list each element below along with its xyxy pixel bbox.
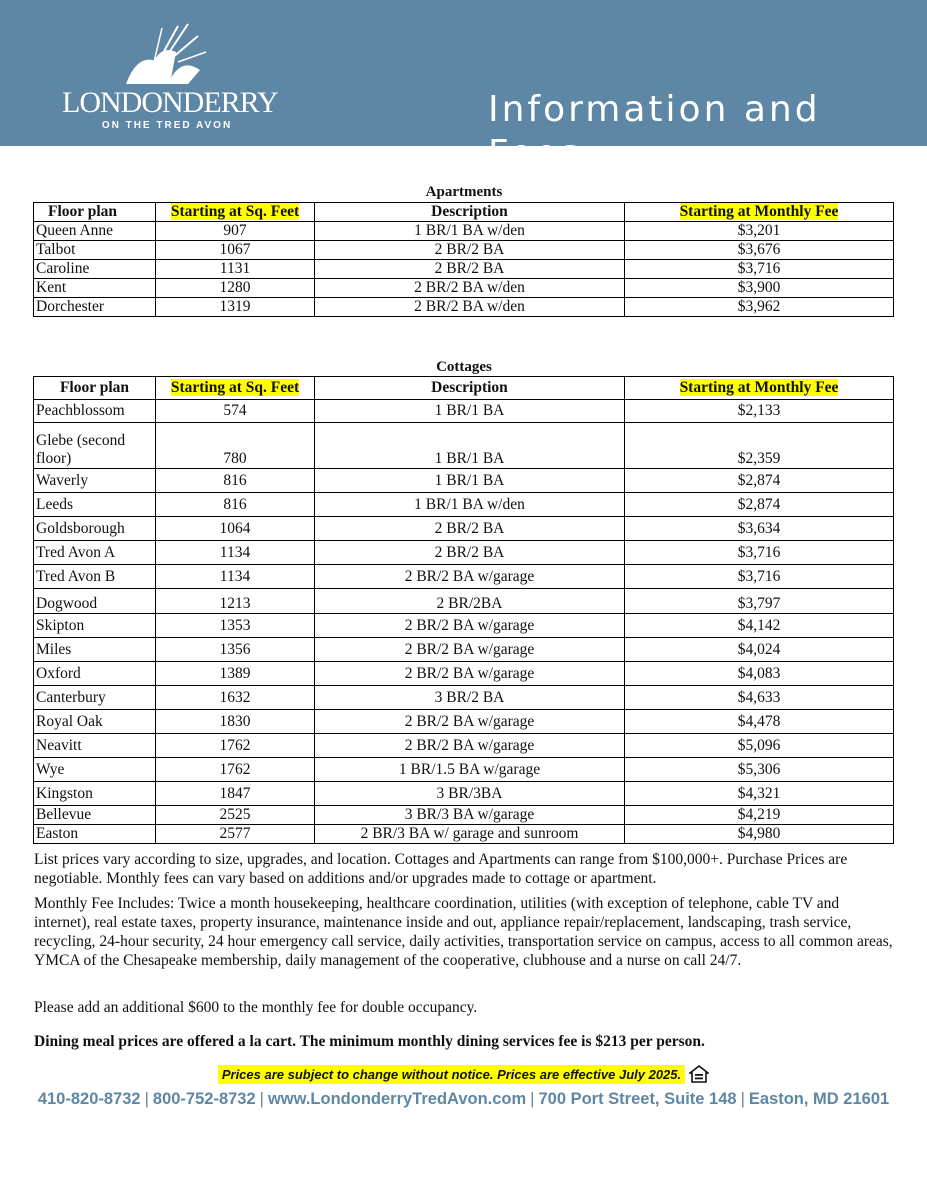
col-header-floor-plan: Floor plan xyxy=(34,377,156,400)
contact-footer xyxy=(0,1090,927,1109)
floor-plan-cell: Miles xyxy=(34,638,156,662)
street-address: 700 Port Street, Suite 148 xyxy=(538,1090,737,1108)
floor-plan-cell: Bellevue xyxy=(34,806,156,825)
col-header-monthly-fee: Starting at Monthly Fee xyxy=(625,203,894,222)
description-cell: 2 BR/2 BA xyxy=(315,241,625,260)
sq-feet-cell: 907 xyxy=(156,222,315,241)
monthly-fee-cell: $3,716 xyxy=(625,541,894,565)
monthly-fee-cell: $3,676 xyxy=(625,241,894,260)
monthly-fee-cell: $5,306 xyxy=(625,758,894,782)
table-row xyxy=(34,517,894,541)
monthly-fee-cell: $4,633 xyxy=(625,686,894,710)
logo-subtitle: ON THE TRED AVON xyxy=(101,120,233,131)
separator: | xyxy=(740,1090,745,1108)
monthly-fee-cell: $3,634 xyxy=(625,517,894,541)
sq-feet-cell: 816 xyxy=(156,469,315,493)
monthly-fee-cell: $2,874 xyxy=(625,493,894,517)
city-address: Easton, MD 21601 xyxy=(748,1090,890,1108)
sq-feet-cell: 2577 xyxy=(156,825,315,844)
table-header-row xyxy=(34,377,894,400)
floor-plan-cell: Talbot xyxy=(34,241,156,260)
sq-feet-cell: 1356 xyxy=(156,638,315,662)
monthly-fee-cell: $3,900 xyxy=(625,279,894,298)
table-row xyxy=(34,662,894,686)
sq-feet-cell: 1830 xyxy=(156,710,315,734)
monthly-fee-cell: $2,359 xyxy=(625,423,894,469)
floor-plan-cell: Leeds xyxy=(34,493,156,517)
dining-note: Dining meal prices are offered a la cart. The minimum monthly dining services fee is $213 per person. xyxy=(34,1033,705,1050)
monthly-fee-cell: $4,478 xyxy=(625,710,894,734)
sq-feet-cell: 816 xyxy=(156,493,315,517)
floor-plan-cell: Kent xyxy=(34,279,156,298)
floor-plan-cell: Tred Avon A xyxy=(34,541,156,565)
description-cell: 3 BR/3BA xyxy=(315,782,625,806)
description-cell: 2 BR/2BA xyxy=(315,589,625,614)
page-title: Information and Fees xyxy=(488,89,821,174)
floor-plan-cell: Goldsborough xyxy=(34,517,156,541)
apartments-title: Apartments xyxy=(425,184,503,200)
monthly-fee-cell: $3,716 xyxy=(625,565,894,589)
table-row xyxy=(34,589,894,614)
monthly-fee-cell: $4,024 xyxy=(625,638,894,662)
table-row xyxy=(34,423,894,469)
table-row xyxy=(34,806,894,825)
description-cell: 2 BR/2 BA xyxy=(315,517,625,541)
floor-plan-cell: Dorchester xyxy=(34,298,156,317)
description-cell: 2 BR/2 BA xyxy=(315,260,625,279)
sq-feet-cell: 1762 xyxy=(156,734,315,758)
description-cell: 2 BR/2 BA xyxy=(315,541,625,565)
floor-plan-cell: Oxford xyxy=(34,662,156,686)
description-cell: 2 BR/3 BA w/ garage and sunroom xyxy=(315,825,625,844)
apartments-table xyxy=(33,202,894,317)
table-row xyxy=(34,222,894,241)
table-header-row xyxy=(34,203,894,222)
floor-plan-cell: Easton xyxy=(34,825,156,844)
monthly-fee-cell: $5,096 xyxy=(625,734,894,758)
monthly-fee-cell: $2,133 xyxy=(625,400,894,423)
table-row xyxy=(34,825,894,844)
floor-plan-cell: Canterbury xyxy=(34,686,156,710)
table-row xyxy=(34,260,894,279)
equal-housing-icon xyxy=(689,1065,709,1083)
separator: | xyxy=(259,1090,264,1108)
monthly-fee-includes-note: Monthly Fee Includes: Twice a month housekeeping, healthcare coordination, utilities (with exception of telephone, cable TV and internet), real estate taxes, property insurance, maintenance inside and out, appliance repair/replacement, landscaping, trash service, recycling, 24-hour security, 24 hour emergency call service, daily activities, transportation service on campus, access to all common areas, YMCA of the Chesapeake membership, daily management of the cooperative, clubhouse and a nurse on call 24/7. xyxy=(34,895,893,969)
floor-plan-cell: Caroline xyxy=(34,260,156,279)
monthly-fee-cell: $3,716 xyxy=(625,260,894,279)
price-notice-text: Prices are subject to change without notice. Prices are effective July 2025. xyxy=(218,1065,685,1084)
description-cell: 2 BR/2 BA w/garage xyxy=(315,710,625,734)
table-row xyxy=(34,469,894,493)
sq-feet-cell: 1067 xyxy=(156,241,315,260)
monthly-fee-cell: $3,201 xyxy=(625,222,894,241)
monthly-fee-cell: $2,874 xyxy=(625,469,894,493)
table-row xyxy=(34,638,894,662)
description-cell: 2 BR/2 BA w/garage xyxy=(315,638,625,662)
sq-feet-cell: 1353 xyxy=(156,614,315,638)
sq-feet-cell: 1389 xyxy=(156,662,315,686)
floor-plan-cell: Neavitt xyxy=(34,734,156,758)
description-cell: 2 BR/2 BA w/den xyxy=(315,279,625,298)
sq-feet-cell: 1319 xyxy=(156,298,315,317)
col-header-description: Description xyxy=(315,377,625,400)
sq-feet-cell: 1847 xyxy=(156,782,315,806)
monthly-fee-cell: $3,797 xyxy=(625,589,894,614)
description-cell: 1 BR/1 BA w/den xyxy=(315,222,625,241)
table-row xyxy=(34,241,894,260)
londonderry-logo xyxy=(62,22,278,137)
sq-feet-cell: 1213 xyxy=(156,589,315,614)
col-header-floor-plan: Floor plan xyxy=(34,203,156,222)
logo-name: LONDONDERRY xyxy=(62,86,278,119)
table-row xyxy=(34,614,894,638)
description-cell: 2 BR/2 BA w/garage xyxy=(315,565,625,589)
table-row xyxy=(34,565,894,589)
separator: | xyxy=(144,1090,149,1108)
sq-feet-cell: 1134 xyxy=(156,565,315,589)
separator: | xyxy=(530,1090,535,1108)
description-cell: 2 BR/2 BA w/garage xyxy=(315,662,625,686)
sq-feet-cell: 1280 xyxy=(156,279,315,298)
table-row xyxy=(34,758,894,782)
floor-plan-cell: Peachblossom xyxy=(34,400,156,423)
grass-logo-icon xyxy=(118,22,208,92)
description-cell: 3 BR/3 BA w/garage xyxy=(315,806,625,825)
website-link[interactable]: www.LondonderryTredAvon.com xyxy=(267,1090,527,1108)
sq-feet-cell: 1064 xyxy=(156,517,315,541)
table-row xyxy=(34,782,894,806)
cottages-title: Cottages xyxy=(436,359,492,375)
description-cell: 2 BR/2 BA w/garage xyxy=(315,614,625,638)
description-cell: 1 BR/1 BA w/den xyxy=(315,493,625,517)
description-cell: 2 BR/2 BA w/garage xyxy=(315,734,625,758)
sq-feet-cell: 2525 xyxy=(156,806,315,825)
floor-plan-cell: Royal Oak xyxy=(34,710,156,734)
sq-feet-cell: 574 xyxy=(156,400,315,423)
monthly-fee-cell: $4,142 xyxy=(625,614,894,638)
description-cell: 3 BR/2 BA xyxy=(315,686,625,710)
table-row xyxy=(34,279,894,298)
table-row xyxy=(34,541,894,565)
floor-plan-cell: Waverly xyxy=(34,469,156,493)
description-cell: 1 BR/1 BA xyxy=(315,400,625,423)
monthly-fee-cell: $3,962 xyxy=(625,298,894,317)
sq-feet-cell: 780 xyxy=(156,423,315,469)
list-prices-note: List prices vary according to size, upgrades, and location. Cottages and Apartments can range from $100,000+. Purchase Prices are negotiable. Monthly fees can vary based on additions and/or upgrades made to cottage or apartment. xyxy=(34,851,848,887)
floor-plan-cell: Wye xyxy=(34,758,156,782)
description-cell: 2 BR/2 BA w/den xyxy=(315,298,625,317)
floor-plan-cell: Glebe (second floor) xyxy=(34,423,156,469)
description-cell: 1 BR/1.5 BA w/garage xyxy=(315,758,625,782)
cottages-table xyxy=(33,376,894,844)
floor-plan-cell: Tred Avon B xyxy=(34,565,156,589)
table-row xyxy=(34,734,894,758)
table-row xyxy=(34,686,894,710)
table-row xyxy=(34,400,894,423)
col-header-sq-feet: Starting at Sq. Feet xyxy=(156,377,315,400)
table-row xyxy=(34,298,894,317)
header-banner xyxy=(0,0,927,174)
floor-plan-cell: Dogwood xyxy=(34,589,156,614)
floor-plan-cell: Kingston xyxy=(34,782,156,806)
monthly-fee-cell: $4,321 xyxy=(625,782,894,806)
floor-plan-cell: Skipton xyxy=(34,614,156,638)
table-row xyxy=(34,493,894,517)
phone-primary[interactable]: 410-820-8732 xyxy=(37,1090,141,1108)
col-header-description: Description xyxy=(315,203,625,222)
col-header-monthly-fee: Starting at Monthly Fee xyxy=(625,377,894,400)
sq-feet-cell: 1131 xyxy=(156,260,315,279)
phone-secondary[interactable]: 800-752-8732 xyxy=(152,1090,256,1108)
description-cell: 1 BR/1 BA xyxy=(315,469,625,493)
monthly-fee-cell: $4,219 xyxy=(625,806,894,825)
description-cell: 1 BR/1 BA xyxy=(315,423,625,469)
price-notice xyxy=(0,1065,927,1084)
sq-feet-cell: 1762 xyxy=(156,758,315,782)
sq-feet-cell: 1134 xyxy=(156,541,315,565)
col-header-sq-feet: Starting at Sq. Feet xyxy=(156,203,315,222)
sq-feet-cell: 1632 xyxy=(156,686,315,710)
double-occupancy-note: Please add an additional $600 to the monthly fee for double occupancy. xyxy=(34,999,478,1016)
floor-plan-cell: Queen Anne xyxy=(34,222,156,241)
table-row xyxy=(34,710,894,734)
monthly-fee-cell: $4,083 xyxy=(625,662,894,686)
monthly-fee-cell: $4,980 xyxy=(625,825,894,844)
